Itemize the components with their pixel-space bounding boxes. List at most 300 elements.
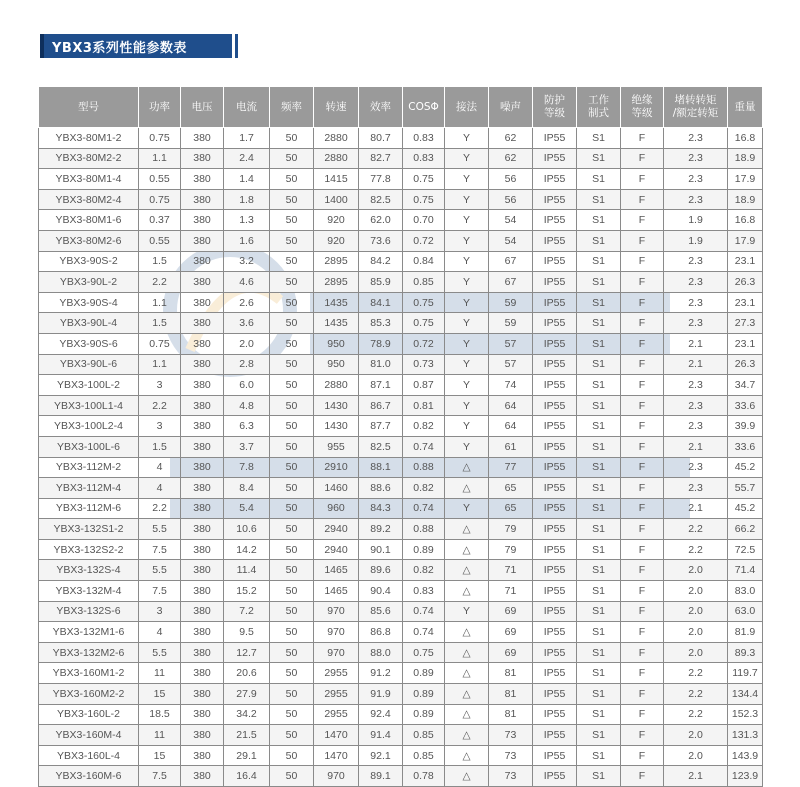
table-cell: 2.3 xyxy=(664,375,728,396)
table-cell: IP55 xyxy=(533,663,577,684)
table-cell: 69 xyxy=(489,642,533,663)
column-header: 防护 等级 xyxy=(533,87,577,128)
table-cell: 55.7 xyxy=(728,478,763,499)
table-cell: 0.85 xyxy=(403,272,445,293)
model-cell: YBX3-90S-4 xyxy=(39,292,139,313)
table-cell: 380 xyxy=(181,519,224,540)
model-cell: YBX3-160M-6 xyxy=(39,766,139,787)
table-cell: 3 xyxy=(139,375,181,396)
table-cell: 380 xyxy=(181,601,224,622)
table-cell: 380 xyxy=(181,498,224,519)
table-cell: 0.74 xyxy=(403,601,445,622)
table-cell: 4 xyxy=(139,457,181,478)
table-cell: 4.6 xyxy=(224,272,270,293)
table-cell: 0.88 xyxy=(403,457,445,478)
table-cell: 0.78 xyxy=(403,766,445,787)
table-cell: F xyxy=(621,704,664,725)
table-cell: 920 xyxy=(314,210,359,231)
table-cell: 2.2 xyxy=(664,704,728,725)
table-cell: 21.5 xyxy=(224,725,270,746)
table-cell: 2.3 xyxy=(664,272,728,293)
table-cell: 380 xyxy=(181,128,224,149)
table-cell: 11.4 xyxy=(224,560,270,581)
table-cell: 50 xyxy=(270,210,314,231)
table-cell: 1400 xyxy=(314,189,359,210)
model-cell: YBX3-112M-6 xyxy=(39,498,139,519)
table-cell: 2.6 xyxy=(224,292,270,313)
model-cell: YBX3-80M2-2 xyxy=(39,148,139,169)
table-cell: 2.0 xyxy=(664,560,728,581)
column-header: 电流 xyxy=(224,87,270,128)
table-cell: △ xyxy=(445,725,489,746)
table-cell: 72.5 xyxy=(728,539,763,560)
table-cell: F xyxy=(621,663,664,684)
table-row xyxy=(39,519,763,540)
table-cell: 85.6 xyxy=(359,601,403,622)
table-cell: 2.3 xyxy=(664,416,728,437)
table-cell: 2.2 xyxy=(664,684,728,705)
table-cell: IP55 xyxy=(533,189,577,210)
table-cell: 64 xyxy=(489,395,533,416)
table-cell: IP55 xyxy=(533,210,577,231)
table-cell: 90.1 xyxy=(359,539,403,560)
model-cell: YBX3-112M-2 xyxy=(39,457,139,478)
motor-spec-table xyxy=(38,86,763,787)
table-cell: 50 xyxy=(270,663,314,684)
table-cell: F xyxy=(621,292,664,313)
table-cell: 1.8 xyxy=(224,189,270,210)
table-cell: 2955 xyxy=(314,684,359,705)
table-cell: Y xyxy=(445,148,489,169)
table-cell: 85.9 xyxy=(359,272,403,293)
model-cell: YBX3-80M2-6 xyxy=(39,230,139,251)
table-cell: 16.8 xyxy=(728,128,763,149)
column-header: 转速 xyxy=(314,87,359,128)
model-cell: YBX3-112M-4 xyxy=(39,478,139,499)
table-cell: 3 xyxy=(139,601,181,622)
table-cell: 7.8 xyxy=(224,457,270,478)
table-cell: IP55 xyxy=(533,272,577,293)
table-cell: 0.74 xyxy=(403,436,445,457)
table-cell: 380 xyxy=(181,539,224,560)
table-cell: 89.2 xyxy=(359,519,403,540)
table-cell: IP55 xyxy=(533,704,577,725)
table-cell: 50 xyxy=(270,272,314,293)
table-cell: 143.9 xyxy=(728,745,763,766)
table-cell: 2.3 xyxy=(664,292,728,313)
table-cell: 88.6 xyxy=(359,478,403,499)
table-cell: Y xyxy=(445,251,489,272)
table-cell: 0.82 xyxy=(403,416,445,437)
model-cell: YBX3-90L-6 xyxy=(39,354,139,375)
table-cell: 2.0 xyxy=(664,642,728,663)
table-cell: 91.2 xyxy=(359,663,403,684)
table-cell: 380 xyxy=(181,704,224,725)
table-cell: S1 xyxy=(577,313,621,334)
table-cell: 69 xyxy=(489,601,533,622)
table-cell: 955 xyxy=(314,436,359,457)
table-cell: 0.55 xyxy=(139,230,181,251)
table-row xyxy=(39,272,763,293)
table-cell: 54 xyxy=(489,230,533,251)
model-cell: YBX3-132S2-2 xyxy=(39,539,139,560)
table-cell: S1 xyxy=(577,292,621,313)
table-cell: 2.8 xyxy=(224,354,270,375)
table-row xyxy=(39,642,763,663)
table-cell: 50 xyxy=(270,436,314,457)
table-cell: 0.82 xyxy=(403,560,445,581)
table-cell: 50 xyxy=(270,416,314,437)
table-cell: 1430 xyxy=(314,395,359,416)
table-cell: 2955 xyxy=(314,663,359,684)
table-cell: 380 xyxy=(181,313,224,334)
table-cell: IP55 xyxy=(533,169,577,190)
model-cell: YBX3-80M1-4 xyxy=(39,169,139,190)
table-cell: 380 xyxy=(181,642,224,663)
table-cell: △ xyxy=(445,478,489,499)
table-cell: 88.1 xyxy=(359,457,403,478)
table-cell: 2895 xyxy=(314,272,359,293)
table-cell: 73 xyxy=(489,725,533,746)
table-cell: S1 xyxy=(577,684,621,705)
table-cell: 67 xyxy=(489,251,533,272)
table-cell: 73.6 xyxy=(359,230,403,251)
table-cell: 50 xyxy=(270,457,314,478)
table-cell: IP55 xyxy=(533,622,577,643)
table-cell: 2.2 xyxy=(139,272,181,293)
table-cell: 50 xyxy=(270,230,314,251)
table-cell: 89.3 xyxy=(728,642,763,663)
table-cell: 380 xyxy=(181,725,224,746)
table-cell: 0.72 xyxy=(403,333,445,354)
table-cell: Y xyxy=(445,169,489,190)
table-cell: 1435 xyxy=(314,313,359,334)
section-title: YBX3系列性能参数表 xyxy=(52,40,187,56)
table-cell: 27.3 xyxy=(728,313,763,334)
table-cell: 82.7 xyxy=(359,148,403,169)
table-cell: △ xyxy=(445,560,489,581)
table-cell: 0.70 xyxy=(403,210,445,231)
table-cell: 2.1 xyxy=(664,436,728,457)
table-cell: 960 xyxy=(314,498,359,519)
table-cell: 50 xyxy=(270,766,314,787)
table-cell: 45.2 xyxy=(728,498,763,519)
table-cell: 2.1 xyxy=(664,498,728,519)
table-cell: 380 xyxy=(181,478,224,499)
table-cell: 380 xyxy=(181,663,224,684)
table-cell: 1.5 xyxy=(139,251,181,272)
column-header: 接法 xyxy=(445,87,489,128)
model-cell: YBX3-132M2-6 xyxy=(39,642,139,663)
table-cell: 1.1 xyxy=(139,354,181,375)
table-cell: 2.0 xyxy=(664,725,728,746)
table-cell: 33.6 xyxy=(728,436,763,457)
table-row xyxy=(39,622,763,643)
table-cell: 59 xyxy=(489,313,533,334)
table-row xyxy=(39,251,763,272)
table-cell: 81 xyxy=(489,684,533,705)
table-cell: 65 xyxy=(489,478,533,499)
table-cell: 152.3 xyxy=(728,704,763,725)
table-cell: 74 xyxy=(489,375,533,396)
model-cell: YBX3-160M1-2 xyxy=(39,663,139,684)
table-cell: Y xyxy=(445,210,489,231)
table-cell: 65 xyxy=(489,498,533,519)
table-cell: 2.0 xyxy=(664,601,728,622)
table-cell: 71.4 xyxy=(728,560,763,581)
table-cell: 59 xyxy=(489,292,533,313)
table-cell: IP55 xyxy=(533,725,577,746)
table-cell: S1 xyxy=(577,766,621,787)
table-cell: 5.5 xyxy=(139,519,181,540)
table-cell: S1 xyxy=(577,333,621,354)
table-cell: 1.6 xyxy=(224,230,270,251)
column-header: 效率 xyxy=(359,87,403,128)
table-cell: 2910 xyxy=(314,457,359,478)
table-cell: 3.2 xyxy=(224,251,270,272)
table-cell: 1465 xyxy=(314,581,359,602)
table-cell: 380 xyxy=(181,457,224,478)
table-row xyxy=(39,189,763,210)
table-row xyxy=(39,230,763,251)
table-cell: S1 xyxy=(577,478,621,499)
table-cell: 92.4 xyxy=(359,704,403,725)
table-cell: 50 xyxy=(270,478,314,499)
table-cell: 73 xyxy=(489,766,533,787)
table-cell: 69 xyxy=(489,622,533,643)
table-cell: 2.0 xyxy=(664,622,728,643)
table-cell: 380 xyxy=(181,189,224,210)
table-cell: 1430 xyxy=(314,416,359,437)
table-cell: 50 xyxy=(270,251,314,272)
table-cell: 123.9 xyxy=(728,766,763,787)
table-cell: 0.85 xyxy=(403,725,445,746)
table-cell: △ xyxy=(445,622,489,643)
table-cell: 5.5 xyxy=(139,560,181,581)
table-cell: F xyxy=(621,313,664,334)
table-cell: 3 xyxy=(139,416,181,437)
table-row xyxy=(39,292,763,313)
table-cell: △ xyxy=(445,519,489,540)
table-cell: 11 xyxy=(139,663,181,684)
table-cell: Y xyxy=(445,272,489,293)
table-cell: 81.0 xyxy=(359,354,403,375)
table-cell: 0.74 xyxy=(403,498,445,519)
table-cell: 0.82 xyxy=(403,478,445,499)
table-cell: 0.75 xyxy=(403,169,445,190)
table-row xyxy=(39,684,763,705)
table-cell: 2.2 xyxy=(139,395,181,416)
table-cell: S1 xyxy=(577,272,621,293)
table-cell: 26.3 xyxy=(728,354,763,375)
table-row xyxy=(39,478,763,499)
table-cell: Y xyxy=(445,313,489,334)
table-cell: 79 xyxy=(489,539,533,560)
table-cell: F xyxy=(621,560,664,581)
table-cell: 970 xyxy=(314,766,359,787)
table-row xyxy=(39,663,763,684)
column-header: 频率 xyxy=(270,87,314,128)
table-cell: 5.5 xyxy=(139,642,181,663)
table-cell: 16.8 xyxy=(728,210,763,231)
table-cell: IP55 xyxy=(533,436,577,457)
table-cell: 380 xyxy=(181,766,224,787)
table-cell: F xyxy=(621,230,664,251)
table-cell: 34.2 xyxy=(224,704,270,725)
model-cell: YBX3-132M1-6 xyxy=(39,622,139,643)
table-row xyxy=(39,436,763,457)
table-cell: 50 xyxy=(270,745,314,766)
table-cell: F xyxy=(621,601,664,622)
table-cell: F xyxy=(621,539,664,560)
table-cell: IP55 xyxy=(533,539,577,560)
table-cell: 0.75 xyxy=(403,642,445,663)
table-cell: IP55 xyxy=(533,684,577,705)
table-cell: 16.4 xyxy=(224,766,270,787)
table-cell: 86.8 xyxy=(359,622,403,643)
table-cell: F xyxy=(621,478,664,499)
table-cell: 1.9 xyxy=(664,230,728,251)
table-cell: 11 xyxy=(139,725,181,746)
table-cell: 380 xyxy=(181,292,224,313)
table-cell: S1 xyxy=(577,189,621,210)
table-cell: IP55 xyxy=(533,498,577,519)
table-cell: 1470 xyxy=(314,725,359,746)
table-cell: 62 xyxy=(489,128,533,149)
table-cell: S1 xyxy=(577,725,621,746)
table-cell: 0.85 xyxy=(403,745,445,766)
table-cell: 0.87 xyxy=(403,375,445,396)
table-cell: 50 xyxy=(270,189,314,210)
table-cell: 29.1 xyxy=(224,745,270,766)
table-cell: 131.3 xyxy=(728,725,763,746)
model-cell: YBX3-90L-4 xyxy=(39,313,139,334)
table-cell: 85.3 xyxy=(359,313,403,334)
table-cell: 57 xyxy=(489,333,533,354)
table-cell: 0.84 xyxy=(403,251,445,272)
table-cell: IP55 xyxy=(533,354,577,375)
column-header: 堵转转矩 /额定转矩 xyxy=(664,87,728,128)
table-cell: S1 xyxy=(577,128,621,149)
table-cell: 6.0 xyxy=(224,375,270,396)
table-cell: 50 xyxy=(270,601,314,622)
table-cell: 61 xyxy=(489,436,533,457)
table-cell: 1.4 xyxy=(224,169,270,190)
table-row xyxy=(39,560,763,581)
table-cell: △ xyxy=(445,642,489,663)
table-cell: 0.75 xyxy=(403,189,445,210)
table-cell: F xyxy=(621,210,664,231)
table-cell: Y xyxy=(445,601,489,622)
table-cell: F xyxy=(621,745,664,766)
table-cell: 380 xyxy=(181,395,224,416)
model-cell: YBX3-90S-2 xyxy=(39,251,139,272)
table-cell: 0.37 xyxy=(139,210,181,231)
table-row xyxy=(39,745,763,766)
model-cell: YBX3-160M2-2 xyxy=(39,684,139,705)
table-cell: S1 xyxy=(577,210,621,231)
table-cell: IP55 xyxy=(533,375,577,396)
table-cell: 0.89 xyxy=(403,663,445,684)
table-cell: 119.7 xyxy=(728,663,763,684)
table-cell: 63.0 xyxy=(728,601,763,622)
table-cell: 970 xyxy=(314,642,359,663)
table-cell: S1 xyxy=(577,519,621,540)
model-cell: YBX3-160M-4 xyxy=(39,725,139,746)
table-cell: 82.5 xyxy=(359,436,403,457)
table-cell: IP55 xyxy=(533,560,577,581)
table-cell: 50 xyxy=(270,498,314,519)
model-cell: YBX3-132S1-2 xyxy=(39,519,139,540)
table-cell: 2.3 xyxy=(664,169,728,190)
table-cell: 27.9 xyxy=(224,684,270,705)
table-cell: 1.1 xyxy=(139,148,181,169)
table-header-row xyxy=(39,87,763,128)
table-cell: S1 xyxy=(577,148,621,169)
table-cell: 10.6 xyxy=(224,519,270,540)
table-cell: F xyxy=(621,416,664,437)
table-cell: 56 xyxy=(489,189,533,210)
table-cell: 380 xyxy=(181,272,224,293)
table-cell: 84.2 xyxy=(359,251,403,272)
table-cell: 84.3 xyxy=(359,498,403,519)
table-cell: 0.75 xyxy=(139,189,181,210)
table-cell: F xyxy=(621,128,664,149)
table-cell: 3.7 xyxy=(224,436,270,457)
table-cell: IP55 xyxy=(533,148,577,169)
table-cell: Y xyxy=(445,230,489,251)
table-cell: IP55 xyxy=(533,519,577,540)
table-cell: IP55 xyxy=(533,251,577,272)
table-cell: △ xyxy=(445,745,489,766)
table-cell: S1 xyxy=(577,436,621,457)
table-cell: 1465 xyxy=(314,560,359,581)
table-cell: 2880 xyxy=(314,148,359,169)
table-row xyxy=(39,704,763,725)
table-cell: 380 xyxy=(181,581,224,602)
table-cell: S1 xyxy=(577,539,621,560)
table-cell: 2880 xyxy=(314,128,359,149)
table-cell: 0.89 xyxy=(403,704,445,725)
column-header: 电压 xyxy=(181,87,224,128)
table-row xyxy=(39,395,763,416)
table-cell: 4 xyxy=(139,622,181,643)
table-cell: 91.9 xyxy=(359,684,403,705)
table-cell: S1 xyxy=(577,581,621,602)
table-cell: 0.75 xyxy=(139,128,181,149)
table-cell: 380 xyxy=(181,375,224,396)
table-cell: 0.83 xyxy=(403,148,445,169)
table-cell: S1 xyxy=(577,354,621,375)
table-cell: 54 xyxy=(489,210,533,231)
table-cell: F xyxy=(621,581,664,602)
table-cell: 1.3 xyxy=(224,210,270,231)
table-cell: 81 xyxy=(489,663,533,684)
table-cell: S1 xyxy=(577,498,621,519)
model-cell: YBX3-100L-6 xyxy=(39,436,139,457)
table-cell: 50 xyxy=(270,622,314,643)
table-cell: 66.2 xyxy=(728,519,763,540)
table-cell: 380 xyxy=(181,210,224,231)
table-row xyxy=(39,581,763,602)
table-cell: 0.73 xyxy=(403,354,445,375)
table-cell: F xyxy=(621,148,664,169)
column-header: 噪声 xyxy=(489,87,533,128)
table-cell: S1 xyxy=(577,230,621,251)
table-row xyxy=(39,498,763,519)
table-cell: 1.7 xyxy=(224,128,270,149)
table-cell: 380 xyxy=(181,622,224,643)
